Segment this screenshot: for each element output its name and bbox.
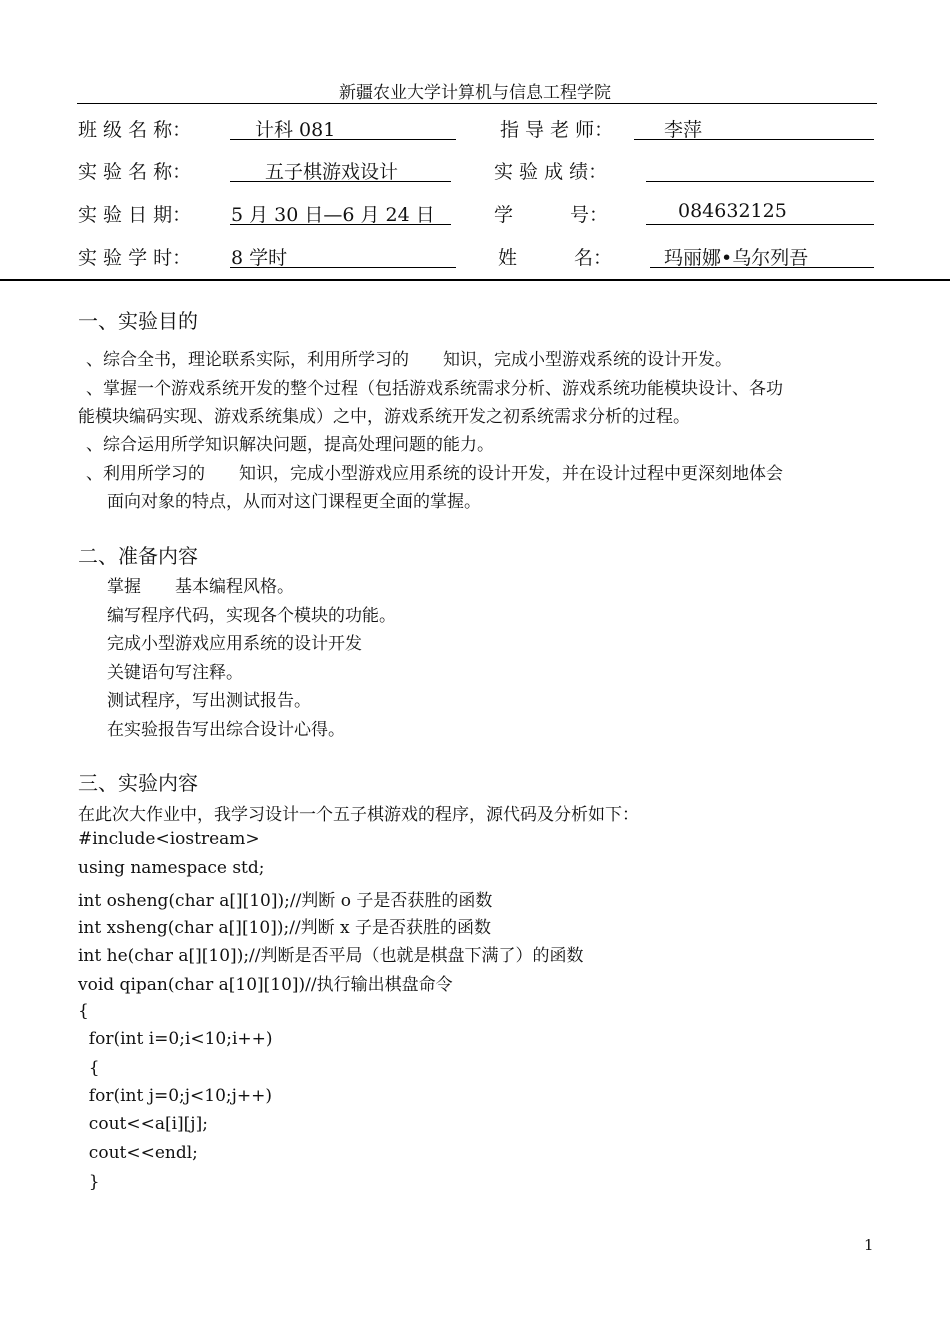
date-underline [230, 224, 451, 225]
class-value: 计科 081 [255, 119, 336, 141]
score-underline [646, 181, 874, 182]
code-line: { [78, 1001, 89, 1021]
code-line: for(int j=0;j<10;j++) [78, 1086, 273, 1106]
name-underline [650, 267, 874, 268]
hours-underline [230, 267, 456, 268]
s2-line-4: 关键语句写注释。 [107, 663, 243, 683]
code-line: void qipan(char a[10][10])//执行输出棋盘命令 [78, 975, 453, 995]
name-label: 姓 名： [498, 247, 613, 269]
s2-line-3: 完成小型游戏应用系统的设计开发 [107, 634, 362, 654]
teacher-value: 李萍 [664, 119, 703, 141]
info-bottom-rule [0, 279, 950, 281]
s1-line-6: 面向对象的特点，从而对这门课程更全面的掌握。 [107, 492, 481, 512]
hours-value: 8 学时 [231, 247, 288, 269]
s2-line-1: 掌握 基本编程风格。 [107, 577, 294, 597]
s1-line-4: 、综合运用所学知识解决问题，提高处理问题的能力。 [86, 435, 494, 455]
s1-line-3: 能模块编码实现、游戏系统集成）之中，游戏系统开发之初系统需求分析的过程。 [78, 407, 690, 427]
date-label: 实 验 日 期： [78, 204, 192, 226]
section-2-title: 二、准备内容 [78, 544, 198, 568]
s1-line-5: 、利用所学习的 知识，完成小型游戏应用系统的设计开发，并在设计过程中更深刻地体会 [86, 464, 783, 484]
class-label: 班 级 名 称： [78, 119, 192, 141]
hours-label: 实 验 学 时： [78, 247, 192, 269]
section-3-title: 三、实验内容 [78, 771, 198, 795]
code-line: cout<<a[i][j]; [78, 1114, 208, 1134]
s1-line-1: 、综合全书，理论联系实际，利用所学习的 知识，完成小型游戏系统的设计开发。 [86, 350, 732, 370]
exp-name-value: 五子棋游戏设计 [265, 161, 399, 183]
exp-name-underline [230, 181, 451, 182]
institution-title: 新疆农业大学计算机与信息工程学院 [339, 83, 611, 103]
code-line: int osheng(char a[][10]);//判断 o 子是否获胜的函数 [78, 891, 493, 911]
code-line: using namespace std; [78, 858, 265, 878]
code-line: int xsheng(char a[][10]);//判断 x 子是否获胜的函数 [78, 918, 492, 938]
code-line: for(int i=0;i<10;i++) [78, 1029, 273, 1049]
student-id-label: 学 号： [494, 204, 609, 226]
exp-name-label: 实 验 名 称： [78, 161, 192, 183]
page-number: 1 [864, 1236, 874, 1254]
s2-line-6: 在实验报告写出综合设计心得。 [107, 720, 345, 740]
header-rule [77, 103, 877, 104]
code-line: } [78, 1172, 100, 1192]
score-label: 实 验 成 绩： [494, 161, 608, 183]
name-value: 玛丽娜•乌尔列吾 [664, 247, 809, 269]
student-id-value: 084632125 [678, 200, 787, 222]
s3-intro: 在此次大作业中，我学习设计一个五子棋游戏的程序，源代码及分析如下： [78, 805, 639, 825]
s1-line-2: 、掌握一个游戏系统开发的整个过程（包括游戏系统需求分析、游戏系统功能模块设计、各功 [86, 379, 783, 399]
class-underline [230, 139, 456, 140]
student-id-underline [646, 224, 874, 225]
teacher-label: 指 导 老 师： [500, 119, 614, 141]
s2-line-5: 测试程序，写出测试报告。 [107, 691, 311, 711]
section-1-title: 一、实验目的 [78, 309, 198, 333]
date-value: 5 月 30 日—6 月 24 日 [231, 204, 435, 226]
code-line: { [78, 1058, 100, 1078]
s2-line-2: 编写程序代码，实现各个模块的功能。 [107, 606, 396, 626]
teacher-underline [634, 139, 874, 140]
code-line: int he(char a[][10]);//判断是否平局（也就是棋盘下满了）的函数 [78, 946, 584, 966]
code-line: cout<<endl; [78, 1143, 198, 1163]
code-line: #include<iostream> [78, 829, 260, 849]
